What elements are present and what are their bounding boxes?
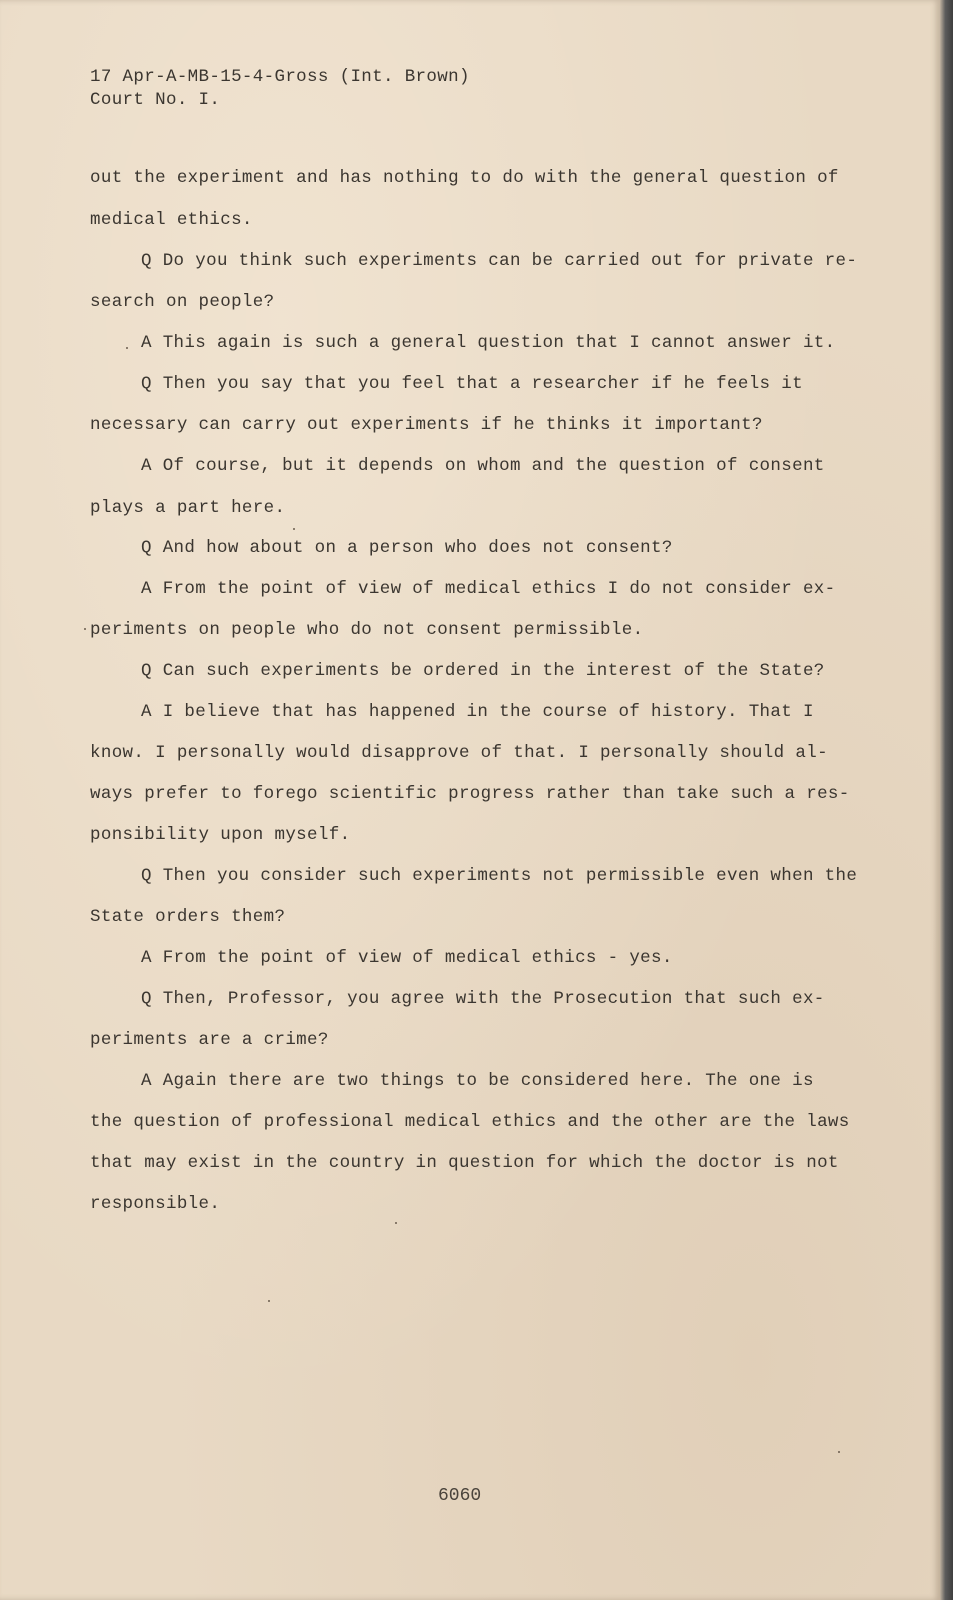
paper-speck: [84, 628, 86, 630]
transcript-line: A From the point of view of medical ethics I do not consider ex-: [141, 579, 836, 599]
paper-speck: [126, 347, 128, 349]
transcript-line: out the experiment and has nothing to do with the general question of: [90, 168, 839, 188]
paper-speck: [395, 1222, 397, 1224]
document-header: [90, 66, 470, 112]
transcript-line: medical ethics.: [90, 210, 253, 230]
transcript-line: Q Do you think such experiments can be carried out for private re-: [141, 251, 858, 271]
transcript-line: necessary can carry out experiments if he thinks it important?: [90, 415, 763, 435]
page-number: 6060: [438, 1486, 482, 1506]
transcript-line: that may exist in the country in question for which the doctor is not: [90, 1153, 839, 1173]
transcript-line: the question of professional medical ethics and the other are the laws: [90, 1112, 850, 1132]
transcript-line: responsible.: [90, 1194, 221, 1214]
header-court: Court No. I.: [90, 90, 221, 110]
transcript-line: periments are a crime?: [90, 1030, 329, 1050]
paper-speck: [838, 1451, 840, 1453]
transcript-line: Q Then you say that you feel that a researcher if he feels it: [141, 374, 803, 394]
transcript-line: Q Then, Professor, you agree with the Prosecution that such ex-: [141, 989, 825, 1009]
transcript-line: Q And how about on a person who does not consent?: [141, 538, 673, 558]
transcript-line: ways prefer to forego scientific progress rather than take such a res-: [90, 784, 850, 804]
transcript-line: A Of course, but it depends on whom and the question of consent: [141, 456, 825, 476]
transcript-line: search on people?: [90, 292, 275, 312]
paper-speck: [293, 528, 295, 530]
transcript-line: Q Can such experiments be ordered in the interest of the State?: [141, 661, 825, 681]
transcript-line: A From the point of view of medical ethics - yes.: [141, 948, 673, 968]
transcript-line: plays a part here.: [90, 498, 286, 518]
transcript-line: periments on people who do not consent permissible.: [90, 620, 644, 640]
transcript-line: ponsibility upon myself.: [90, 825, 351, 845]
paper-speck: [268, 1300, 270, 1302]
transcript-line: know. I personally would disapprove of that. I personally should al-: [90, 743, 828, 763]
transcript-line: A This again is such a general question that I cannot answer it.: [141, 333, 836, 353]
transcript-line: A Again there are two things to be considered here. The one is: [141, 1071, 814, 1091]
header-reference: 17 Apr-A-MB-15-4-Gross (Int. Brown): [90, 67, 470, 87]
transcript-line: A I believe that has happened in the course of history. That I: [141, 702, 814, 722]
scan-edge: [940, 0, 953, 1600]
transcript-line: State orders them?: [90, 907, 286, 927]
transcript-line: Q Then you consider such experiments not permissible even when the: [141, 866, 858, 886]
